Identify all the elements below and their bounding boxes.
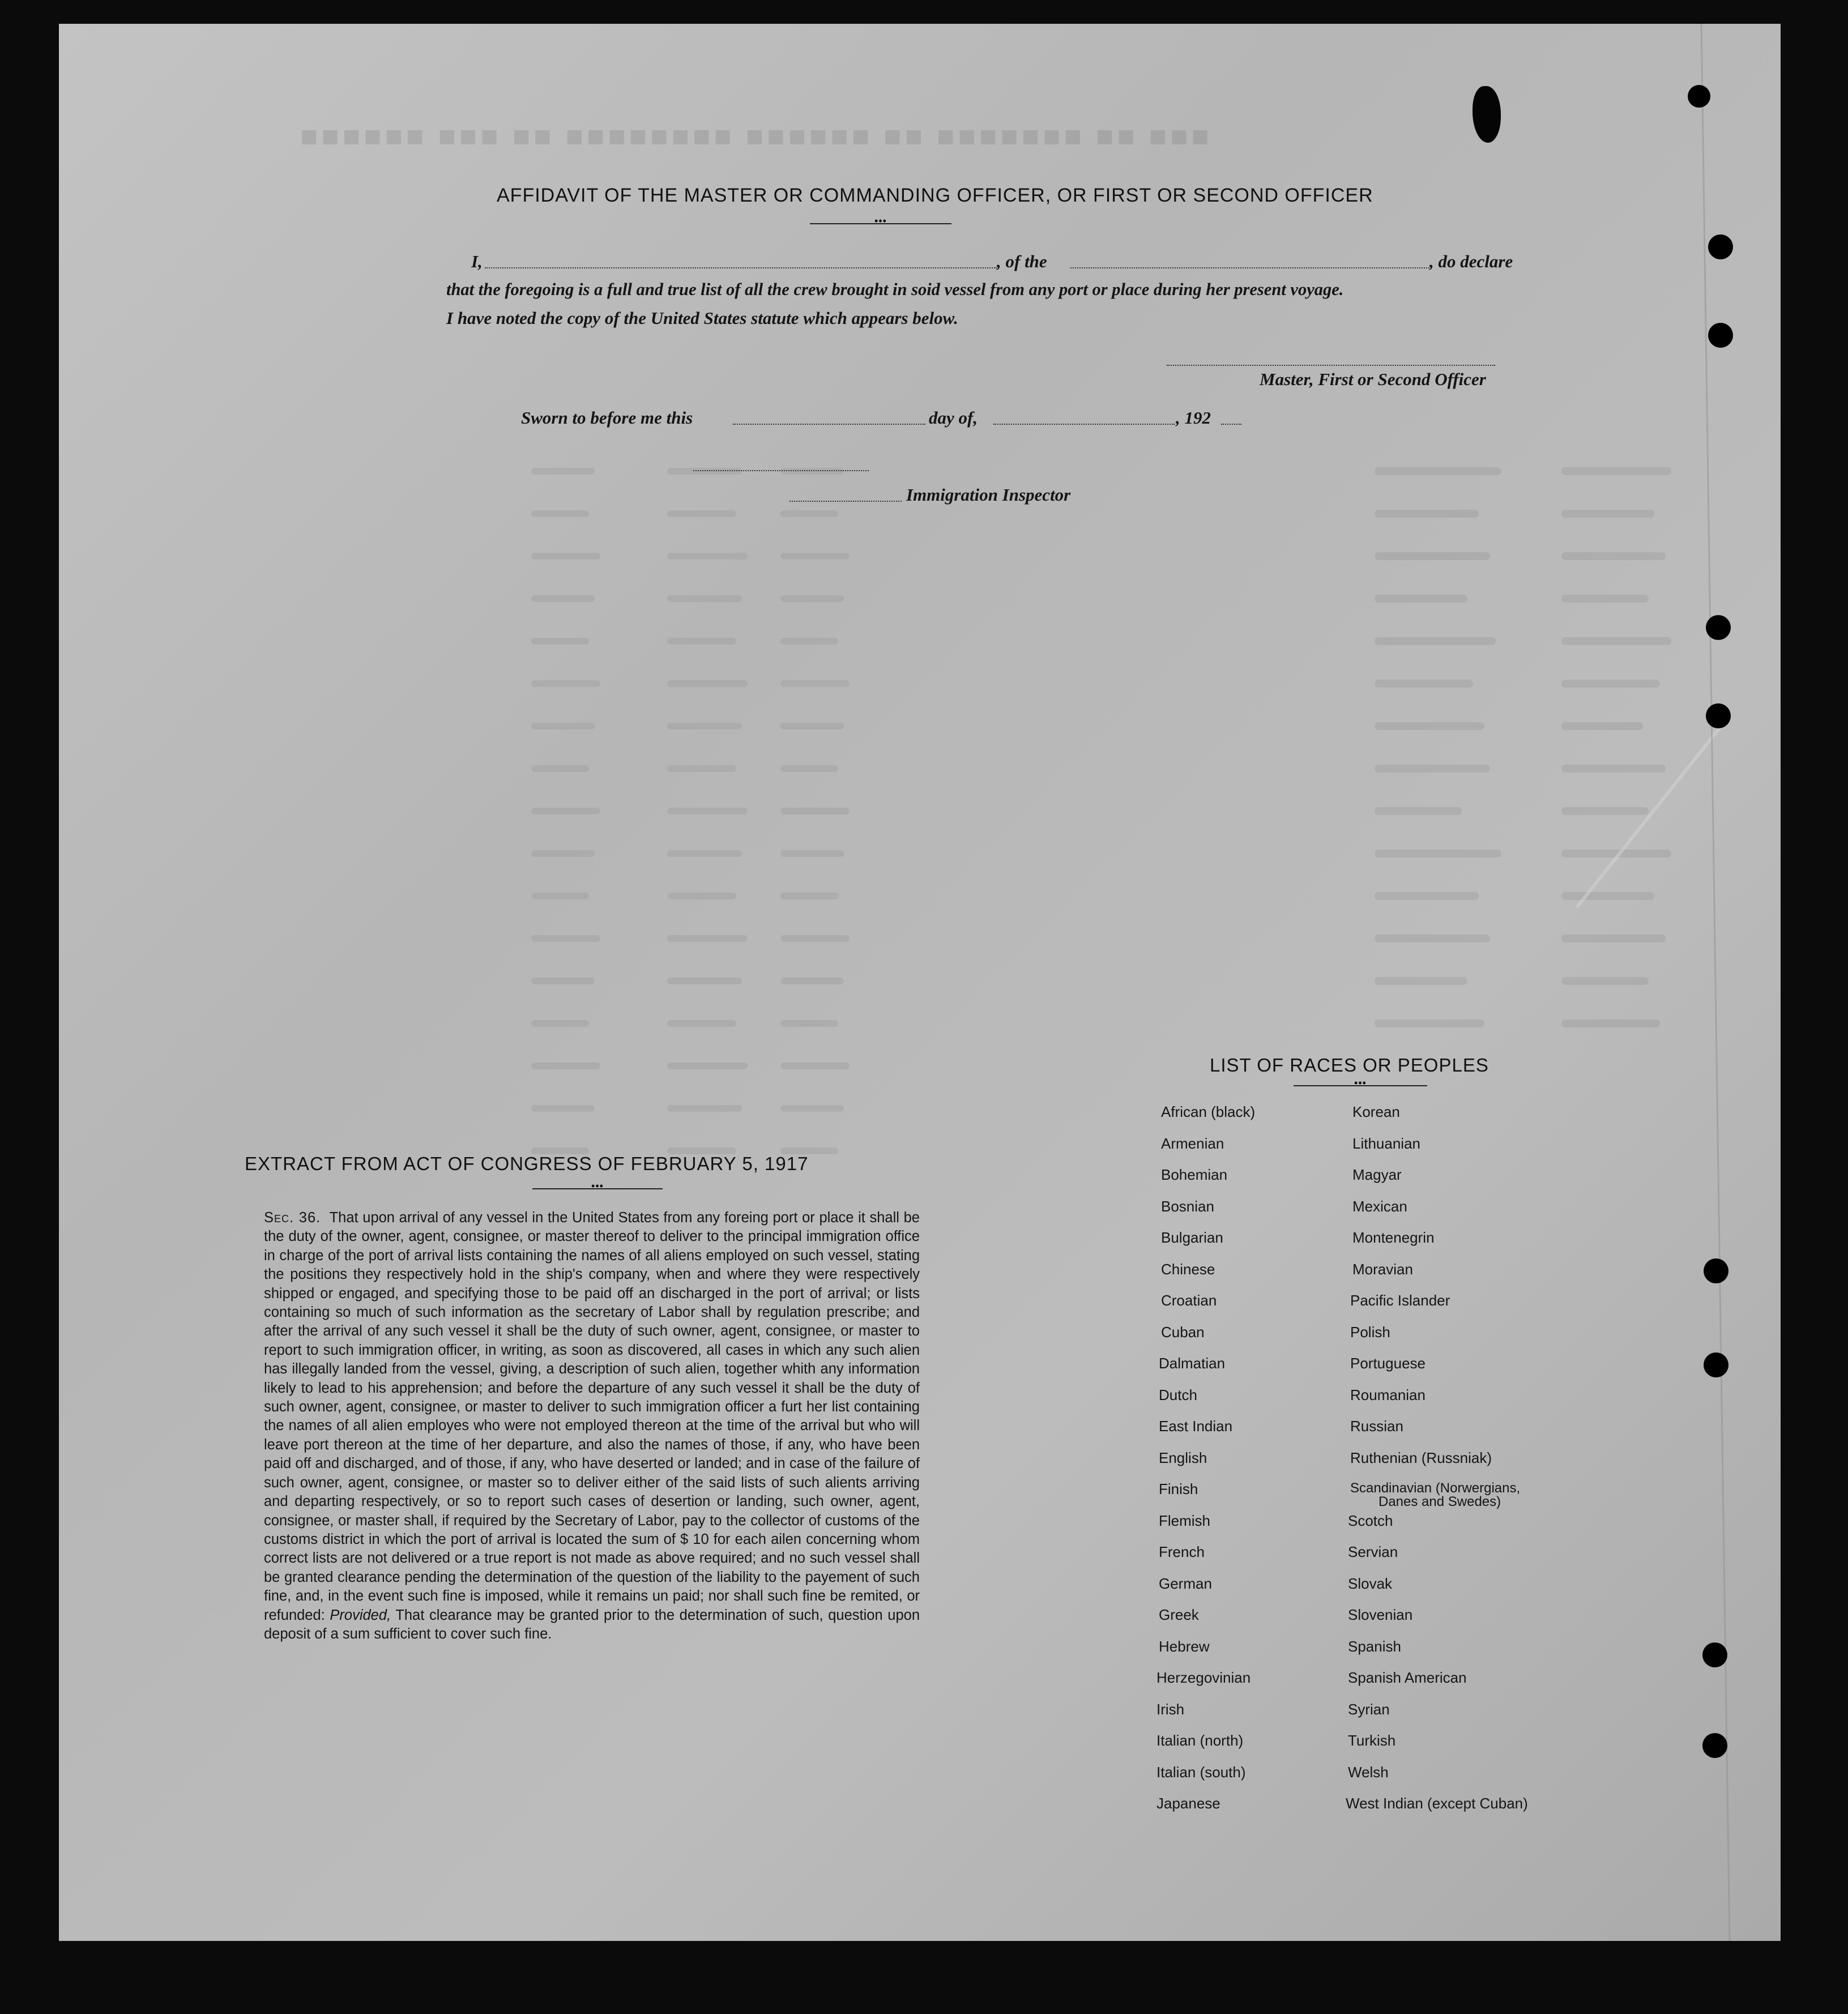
race-item: Welsh bbox=[1348, 1764, 1389, 1781]
race-item: Scandinavian (Norwergians, bbox=[1350, 1480, 1521, 1496]
race-item: Magyar bbox=[1352, 1166, 1402, 1183]
punch-hole bbox=[1702, 1642, 1727, 1667]
sworn-label: Sworn to before me this bbox=[521, 408, 693, 428]
affidavit-title-ornament bbox=[810, 223, 951, 227]
affidavit-line1-end: , do declare bbox=[1429, 251, 1513, 271]
race-item: Hebrew bbox=[1159, 1638, 1210, 1655]
race-item: Russian bbox=[1350, 1418, 1403, 1435]
race-item: Turkish bbox=[1348, 1732, 1396, 1749]
races-title-ornament bbox=[1294, 1085, 1427, 1089]
sworn-day-of-label: day of, bbox=[929, 408, 978, 428]
punch-hole bbox=[1706, 615, 1731, 640]
race-item: Mexican bbox=[1352, 1198, 1407, 1215]
punch-hole bbox=[1706, 703, 1731, 728]
race-item: Montenegrin bbox=[1352, 1229, 1435, 1246]
punch-hole bbox=[1702, 1733, 1727, 1758]
races-title: LIST OF RACES OR PEOPLES bbox=[1210, 1055, 1489, 1076]
affidavit-line1-start: I, bbox=[471, 251, 483, 271]
race-item: Croatian bbox=[1161, 1292, 1217, 1309]
race-item: Bosnian bbox=[1161, 1198, 1214, 1215]
extract-text-part1: That upon arrival of any vessel in the United States from any foreing port or place it shall be the duty of the owner, agent, consignee, or master thereof to deliver to the principal immigration office in charge of the port of arrival lists containing the names of all aliens employed on such vessel, stating the positions they respectively hold in the ship's company, when and where they were respectively shipped or engaged, and specifying those to be paid off an discharged in the port of arrival; or lists containing so much of such information as the secretary of Labor shall by regulation prescribe; and after the arrival of any such vessel it shall be the duty of such owner, agent, consignee, or master to report to such immigration officer, in writing, as soon as discovered, all cases in which any such alien has illegally landed from the vessel, giving, a description of such alien, together whith any information likely to lead to his apprehension; and before the departure of any such vessel it shall be the duty of such owner, agent, consignee, or master to deliver to such immigration officer a furt her list containing the names of all alien employes who were not employed thereon at the time of the arrival but who will leave port thereon at the time of her departure, and also the names of those, if any, who have been paid off and discharged, and of those, if any, who have deserted or landed; and in case of the failure of such owner, agent, consignee, or master so to deliver either of the said lists of such alients arriving and departing respectively, or so to report such cases of desertion or landing, such owner, agent, consignee, or master shall, if required by the Secretary of Labor, pay to the collector of customs of the customs district in which the port of arrival is located the sum of $ 10 for each ailen concerning whom correct lists are not delivered or a true report is not made as above required; and no such vessel shall be granted clearance pending the determination of the question of the liability to the payement of such fine, and, in the event such fine is imposed, while it remains un paid; nor shall such fine be remited, or refunded: bbox=[264, 1210, 920, 1623]
race-item: Korean bbox=[1352, 1103, 1400, 1120]
race-item: Polish bbox=[1350, 1324, 1390, 1341]
race-item: Italian (north) bbox=[1156, 1732, 1244, 1749]
race-item: Slovenian bbox=[1348, 1606, 1413, 1623]
punch-hole bbox=[1708, 234, 1733, 259]
bleed-through-heading: ■■■ ■■ ■■■■■■■ ■■ ■■■■■■ ■■■■■■■■ ■■ ■■■ ■■■■■■ bbox=[297, 121, 1209, 153]
punch-hole bbox=[1708, 323, 1733, 348]
race-item: Herzegovinian bbox=[1156, 1669, 1251, 1686]
race-item: Armenian bbox=[1161, 1135, 1224, 1152]
race-item: Chinese bbox=[1161, 1261, 1215, 1278]
extract-title: EXTRACT FROM ACT OF CONGRESS OF FEBRUARY 5, 1917 bbox=[245, 1153, 809, 1174]
affidavit-line1-mid: , of the bbox=[997, 251, 1047, 271]
provided-word: Provided, bbox=[330, 1607, 391, 1623]
race-item: English bbox=[1159, 1449, 1207, 1466]
race-item: Finish bbox=[1159, 1480, 1198, 1497]
extract-body bbox=[264, 1209, 920, 1644]
extract-text-part2: That clearance may be granted prior to the determination of such, question upon deposit of a sum sufficient to cover such fine. bbox=[264, 1607, 920, 1642]
punch-hole bbox=[1704, 1258, 1729, 1283]
punch-hole bbox=[1704, 1352, 1729, 1377]
declarant-name-field[interactable] bbox=[485, 267, 997, 268]
race-item: Italian (south) bbox=[1156, 1764, 1246, 1781]
affidavit-title: AFFIDAVIT OF THE MASTER OR COMMANDING OFFICER, OR FIRST OR SECOND OFFICER bbox=[497, 185, 1373, 206]
affidavit-line3: I have noted the copy of the United States statute which appears below. bbox=[446, 308, 958, 328]
race-item: Servian bbox=[1348, 1543, 1398, 1560]
sworn-month-field[interactable] bbox=[993, 424, 1175, 425]
sworn-day-field[interactable] bbox=[733, 424, 925, 425]
race-item: Irish bbox=[1156, 1701, 1185, 1718]
race-item: Pacific Islander bbox=[1350, 1292, 1450, 1309]
race-item: West Indian (except Cuban) bbox=[1346, 1795, 1528, 1812]
race-item: Portuguese bbox=[1350, 1355, 1426, 1372]
race-item: Dalmatian bbox=[1159, 1355, 1226, 1372]
extract-title-ornament bbox=[532, 1188, 663, 1192]
race-item: Roumanian bbox=[1350, 1386, 1426, 1403]
race-item: German bbox=[1159, 1575, 1212, 1592]
inspector-signature-field[interactable] bbox=[693, 470, 869, 471]
sworn-year-field[interactable] bbox=[1221, 424, 1241, 425]
race-item: Bohemian bbox=[1161, 1166, 1228, 1183]
race-item: Greek bbox=[1159, 1606, 1199, 1623]
race-item: Slovak bbox=[1348, 1575, 1393, 1592]
race-item: Bulgarian bbox=[1161, 1229, 1223, 1246]
race-item-continuation: Danes and Swedes) bbox=[1378, 1494, 1501, 1509]
race-item: African (black) bbox=[1161, 1103, 1256, 1120]
race-item: Syrian bbox=[1348, 1701, 1390, 1718]
inspector-signature-field-lower[interactable] bbox=[789, 501, 902, 502]
master-signature-label: Master, First or Second Officer bbox=[1260, 369, 1486, 389]
section-number: Sec. 36. bbox=[264, 1210, 321, 1226]
race-item: Cuban bbox=[1161, 1324, 1205, 1341]
race-item: French bbox=[1159, 1543, 1205, 1560]
race-item: East Indian bbox=[1159, 1418, 1233, 1435]
race-item: Flemish bbox=[1159, 1512, 1211, 1529]
race-item: Spanish American bbox=[1348, 1669, 1467, 1686]
inspector-label: Immigration Inspector bbox=[906, 485, 1071, 505]
race-item: Japanese bbox=[1156, 1795, 1220, 1812]
affidavit-line2: that the foregoing is a full and true list of all the crew brought in soid vessel from any port or place during her present voyage. bbox=[446, 280, 1344, 299]
punch-hole bbox=[1688, 85, 1710, 108]
race-item: Lithuanian bbox=[1352, 1135, 1420, 1152]
race-item: Ruthenian (Russniak) bbox=[1350, 1449, 1492, 1466]
document-page bbox=[59, 24, 1781, 1941]
race-item: Scotch bbox=[1348, 1512, 1393, 1529]
race-item: Dutch bbox=[1159, 1386, 1197, 1403]
race-item: Moravian bbox=[1352, 1261, 1413, 1278]
race-item: Spanish bbox=[1348, 1638, 1401, 1655]
sworn-year-label: , 192 bbox=[1176, 408, 1211, 428]
master-signature-field[interactable] bbox=[1167, 365, 1495, 366]
vessel-name-field[interactable] bbox=[1070, 267, 1429, 268]
